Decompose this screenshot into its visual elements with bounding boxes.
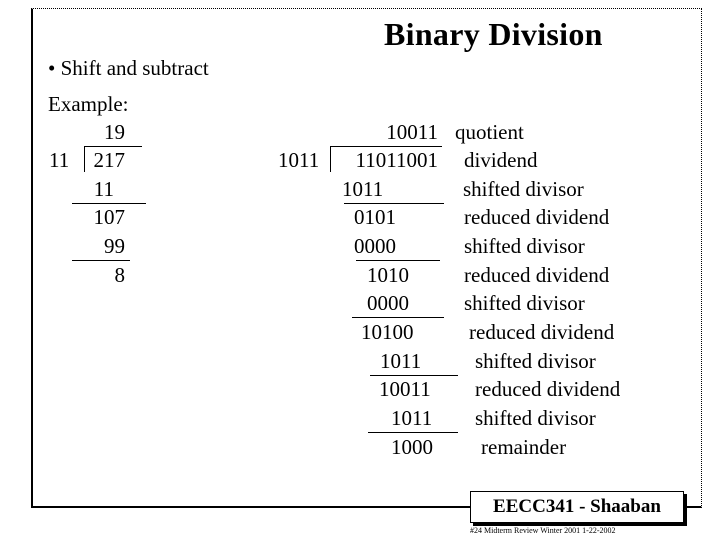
bullet-shift-and-subtract: • Shift and subtract xyxy=(48,56,209,80)
course-badge xyxy=(470,491,684,523)
binary-value-shifted-divisor-5: 1011 xyxy=(391,406,433,430)
binary-value-dividend: 11011001 xyxy=(355,148,438,172)
slide-frame xyxy=(31,8,702,508)
binary-label-reduced-dividend-3: reduced dividend xyxy=(469,320,615,344)
example-label: Example: xyxy=(48,92,129,116)
course-badge-text: EECC341 - Shaaban xyxy=(493,496,661,517)
binary-subtraction-line-1 xyxy=(344,203,444,204)
decimal-step-2: 107 xyxy=(93,205,125,229)
footer-note: #24 Midterm Review Winter 2001 1-22-2002 xyxy=(470,526,616,535)
slide-title: Binary Division xyxy=(384,16,603,52)
decimal-division-bracket xyxy=(84,146,85,172)
binary-label-shifted-divisor-4: shifted divisor xyxy=(475,349,596,373)
decimal-quotient: 19 xyxy=(104,120,125,144)
binary-value-reduced-dividend-2: 1010 xyxy=(367,263,409,287)
binary-value-shifted-divisor-2: 0000 xyxy=(354,234,396,258)
binary-label-shifted-divisor-3: shifted divisor xyxy=(464,291,585,315)
binary-subtraction-line-5 xyxy=(368,432,458,433)
binary-subtraction-line-4 xyxy=(370,375,458,376)
binary-label-remainder: remainder xyxy=(481,435,567,459)
binary-label-shifted-divisor-1: shifted divisor xyxy=(463,177,584,201)
binary-label-shifted-divisor-5: shifted divisor xyxy=(475,406,596,430)
decimal-division-bar xyxy=(84,146,142,147)
binary-label-dividend: dividend xyxy=(464,148,538,172)
binary-label-reduced-dividend-2: reduced dividend xyxy=(464,263,610,287)
decimal-step-1: 11 xyxy=(93,177,114,201)
binary-value-shifted-divisor-1: 1011 xyxy=(342,177,384,201)
binary-subtraction-line-2 xyxy=(356,260,440,261)
binary-label-quotient: quotient xyxy=(455,120,524,144)
binary-value-reduced-dividend-4: 10011 xyxy=(379,377,431,401)
decimal-dividend: 217 xyxy=(93,148,125,172)
binary-divisor: 1011 xyxy=(278,148,320,172)
decimal-divisor: 11 xyxy=(49,148,70,172)
binary-value-shifted-divisor-3: 0000 xyxy=(367,291,409,315)
binary-label-shifted-divisor-2: shifted divisor xyxy=(464,234,585,258)
decimal-step-3: 99 xyxy=(104,234,125,258)
binary-label-reduced-dividend-4: reduced dividend xyxy=(475,377,621,401)
binary-division-bar xyxy=(330,146,442,147)
binary-value-reduced-dividend-3: 10100 xyxy=(361,320,414,344)
binary-label-reduced-dividend-1: reduced dividend xyxy=(464,205,610,229)
decimal-subtraction-line-2 xyxy=(72,260,130,261)
binary-value-remainder: 1000 xyxy=(391,435,433,459)
binary-value-quotient: 10011 xyxy=(386,120,438,144)
decimal-subtraction-line-1 xyxy=(72,203,146,204)
binary-value-reduced-dividend-1: 0101 xyxy=(354,205,396,229)
binary-value-shifted-divisor-4: 1011 xyxy=(380,349,422,373)
decimal-remainder: 8 xyxy=(114,263,125,287)
binary-subtraction-line-3 xyxy=(352,317,444,318)
